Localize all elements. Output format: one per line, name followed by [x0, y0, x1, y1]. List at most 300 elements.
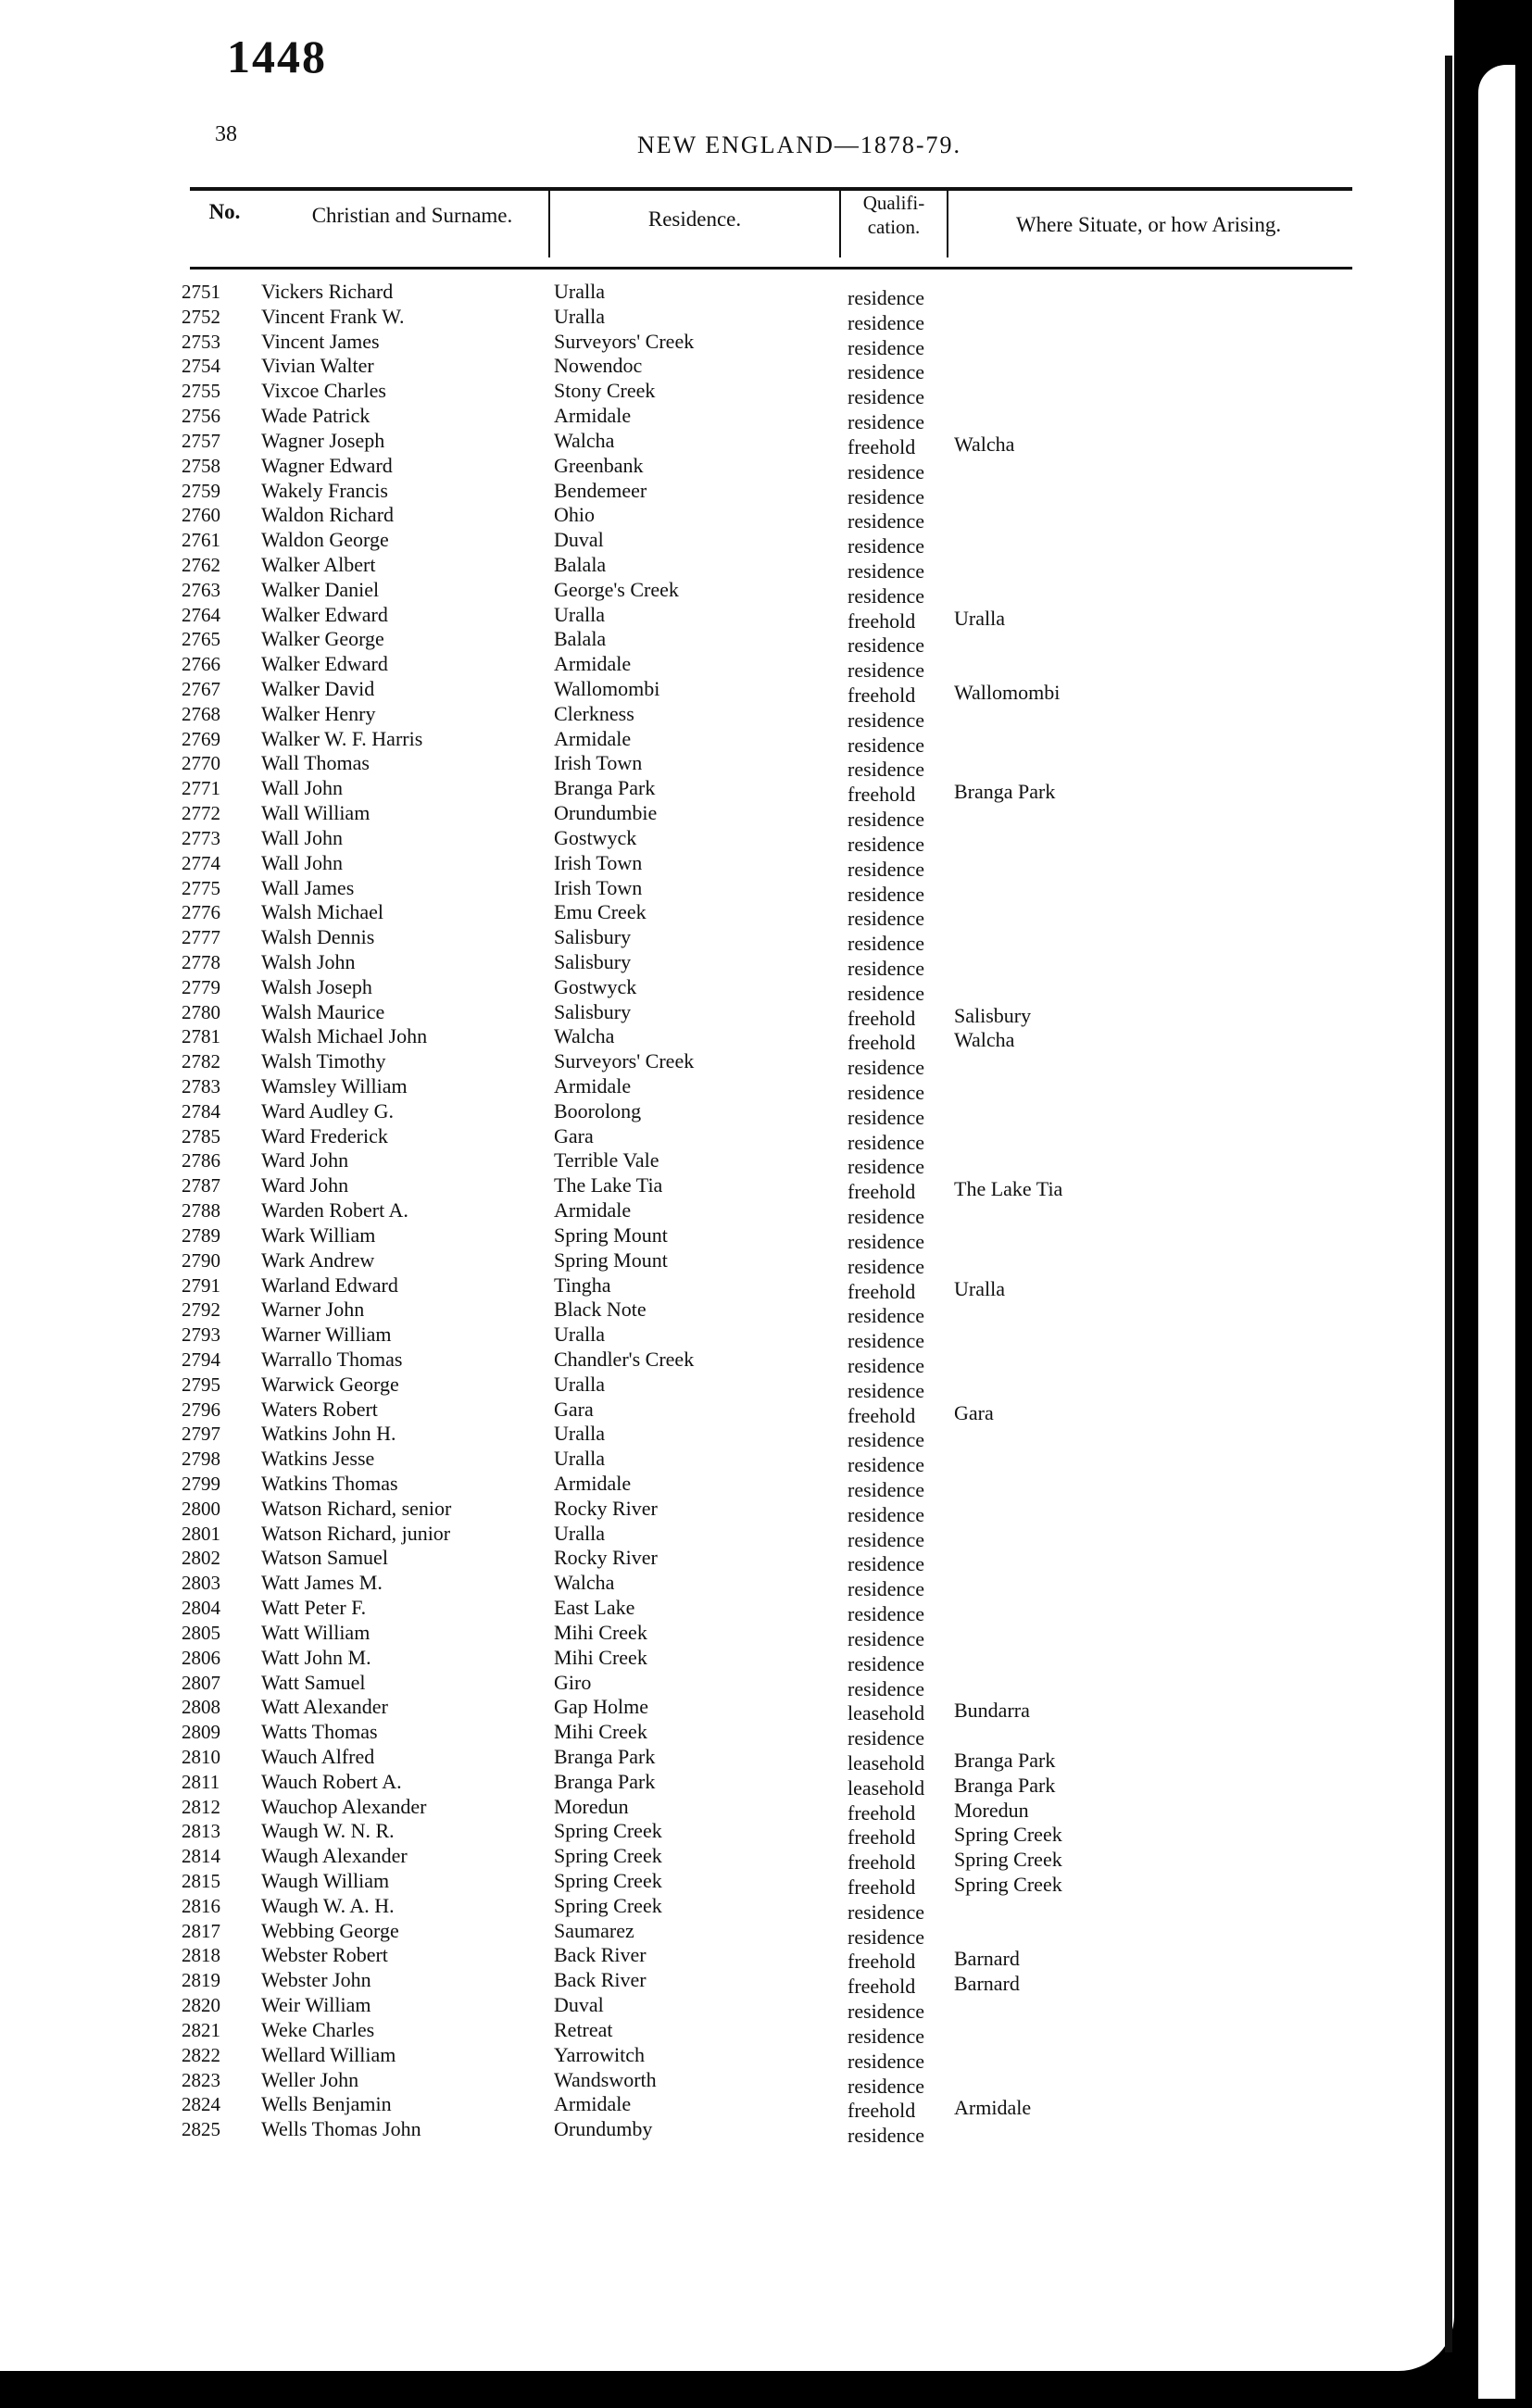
row-number: 2820 — [182, 1994, 220, 2017]
row-qualification: residence — [848, 1502, 925, 1526]
table-row — [0, 1024, 1445, 1055]
row-number: 2816 — [182, 1894, 220, 1917]
row-number: 2783 — [182, 1075, 220, 1097]
row-where: Bundarra — [954, 1699, 1030, 1723]
row-number: 2790 — [182, 1248, 220, 1272]
row-name: Wark Andrew — [261, 1248, 375, 1272]
row-number: 2819 — [182, 1969, 220, 1992]
row-name: Webbing George — [261, 1918, 399, 1942]
row-name: Waldon George — [261, 528, 389, 552]
row-where: Uralla — [954, 606, 1005, 630]
row-name: Walsh Joseph — [261, 974, 372, 998]
column-divider — [947, 191, 948, 257]
column-header-no: No. — [208, 200, 241, 223]
row-name: Watson Richard, junior — [261, 1521, 451, 1545]
table-row — [0, 1869, 1445, 1899]
table-row — [0, 1397, 1445, 1427]
table-row — [0, 1049, 1445, 1080]
row-qualification: residence — [848, 558, 925, 583]
row-number: 2811 — [182, 1770, 220, 1793]
row-residence: Uralla — [554, 1323, 605, 1347]
row-residence: Gara — [554, 1397, 594, 1421]
row-qualification: residence — [848, 1155, 925, 1179]
row-qualification: residence — [848, 2124, 925, 2148]
row-qualification: residence — [848, 1602, 925, 1626]
row-number: 2804 — [182, 1597, 220, 1620]
row-name: Watt Samuel — [261, 1670, 366, 1694]
row-qualification: residence — [848, 2024, 925, 2048]
row-where: Branga Park — [954, 1773, 1056, 1797]
row-number: 2776 — [182, 901, 220, 924]
row-number: 2808 — [182, 1696, 220, 1719]
row-where: Spring Creek — [954, 1848, 1062, 1872]
row-qualification: residence — [848, 286, 925, 309]
table-row — [0, 1472, 1445, 1501]
row-qualification: residence — [848, 1205, 925, 1229]
row-name: Walker Edward — [261, 652, 388, 676]
row-number: 2815 — [182, 1870, 220, 1892]
table-row — [0, 1372, 1445, 1402]
row-qualification: residence — [848, 484, 925, 508]
row-number: 2786 — [182, 1149, 220, 1173]
row-qualification: residence — [848, 733, 925, 757]
table-row — [0, 652, 1445, 683]
row-qualification: freehold — [848, 2099, 916, 2123]
table-row — [0, 949, 1445, 980]
table-row — [0, 925, 1445, 956]
row-where: Barnard — [954, 1972, 1020, 1996]
table-row — [0, 2092, 1445, 2123]
row-number: 2756 — [182, 405, 220, 428]
row-name: Wagner Edward — [261, 453, 393, 477]
row-residence: Armidale — [554, 1198, 632, 1223]
table-row — [0, 1596, 1445, 1626]
row-name: Warner John — [261, 1298, 365, 1322]
row-residence: Gostwyck — [554, 825, 637, 849]
row-name: Wall John — [261, 850, 344, 874]
row-number: 2784 — [182, 1099, 220, 1122]
table-row — [0, 825, 1445, 856]
row-name: Webster John — [261, 1968, 371, 1992]
row-number: 2789 — [182, 1223, 220, 1247]
row-residence: Armidale — [554, 726, 632, 750]
elector-table — [0, 280, 1445, 2148]
row-name: Vickers Richard — [261, 280, 394, 303]
row-residence: Greenbank — [554, 453, 644, 477]
row-residence: Giro — [554, 1670, 592, 1694]
row-residence: Gara — [554, 1123, 594, 1148]
row-number: 2800 — [182, 1497, 220, 1520]
table-row — [0, 1123, 1445, 1154]
row-number: 2807 — [182, 1671, 220, 1694]
table-row — [0, 1298, 1445, 1328]
row-name: Wakely Francis — [261, 478, 388, 502]
table-row — [0, 850, 1445, 881]
row-residence: Balala — [554, 627, 607, 651]
table-row — [0, 404, 1445, 434]
row-number: 2771 — [182, 777, 220, 800]
table-row — [0, 528, 1445, 558]
table-row — [0, 1273, 1445, 1303]
table-row — [0, 751, 1445, 782]
row-residence: Duval — [554, 528, 604, 552]
row-where: The Lake Tia — [954, 1177, 1063, 1201]
row-number: 2821 — [182, 2018, 220, 2041]
row-name: Watts Thomas — [261, 1720, 378, 1744]
row-qualification: residence — [848, 1478, 925, 1501]
row-number: 2764 — [182, 603, 220, 626]
running-head: NEW ENGLAND—1878-79. — [637, 132, 962, 158]
row-name: Walker Albert — [261, 552, 376, 576]
row-name: Vincent Frank W. — [261, 304, 405, 328]
row-residence: Mihi Creek — [554, 1720, 647, 1744]
row-residence: Moredun — [554, 1794, 629, 1818]
row-residence: Spring Creek — [554, 1893, 662, 1917]
row-qualification: residence — [848, 310, 925, 334]
row-where: Uralla — [954, 1276, 1005, 1300]
page-edge — [1445, 56, 1452, 2352]
row-number: 2752 — [182, 305, 220, 328]
table-row — [0, 1496, 1445, 1526]
row-qualification: residence — [848, 1353, 925, 1377]
row-qualification: residence — [848, 633, 925, 658]
row-qualification: residence — [848, 360, 925, 384]
row-where: Spring Creek — [954, 1823, 1062, 1847]
row-qualification: freehold — [848, 608, 916, 633]
table-row — [0, 701, 1445, 732]
row-where: Walcha — [954, 1028, 1015, 1052]
row-qualification: residence — [848, 1105, 925, 1129]
row-residence: Uralla — [554, 1422, 605, 1446]
row-qualification: residence — [848, 1651, 925, 1675]
row-residence: Walcha — [554, 428, 615, 452]
table-row — [0, 1645, 1445, 1675]
row-residence: Back River — [554, 1943, 647, 1967]
table-row — [0, 1968, 1445, 1999]
row-number: 2809 — [182, 1721, 220, 1744]
row-residence: Nowendoc — [554, 354, 643, 378]
row-name: Wauch Robert A. — [261, 1769, 402, 1793]
row-name: Watson Richard, senior — [261, 1496, 452, 1520]
row-residence: Spring Creek — [554, 1819, 662, 1843]
row-residence: Rocky River — [554, 1546, 658, 1570]
table-row — [0, 1844, 1445, 1875]
stamp-number: 1448 — [227, 31, 327, 82]
row-qualification: residence — [848, 410, 925, 434]
row-residence: Orundumbie — [554, 801, 658, 825]
row-number: 2796 — [182, 1398, 220, 1421]
row-residence: Irish Town — [554, 875, 643, 899]
row-number: 2773 — [182, 826, 220, 849]
row-residence: Armidale — [554, 404, 632, 428]
row-qualification: residence — [848, 459, 925, 483]
row-name: Warden Robert A. — [261, 1198, 408, 1223]
row-qualification: residence — [848, 832, 925, 856]
row-name: Vixcoe Charles — [261, 379, 386, 403]
table-row — [0, 1993, 1445, 2024]
row-where: Gara — [954, 1400, 994, 1424]
table-row — [0, 1918, 1445, 1949]
row-residence: Yarrowitch — [554, 2042, 645, 2066]
row-qualification: residence — [848, 857, 925, 881]
row-qualification: residence — [848, 1378, 925, 1402]
table-row — [0, 478, 1445, 508]
row-residence: Armidale — [554, 1472, 632, 1495]
table-row — [0, 974, 1445, 1005]
row-residence: Orundumby — [554, 2117, 653, 2141]
row-name: Ward Frederick — [261, 1123, 388, 1148]
table-row — [0, 776, 1445, 807]
row-qualification: residence — [848, 1527, 925, 1551]
row-number: 2795 — [182, 1373, 220, 1396]
row-name: Weke Charles — [261, 2017, 375, 2041]
row-residence: Surveyors' Creek — [554, 329, 695, 353]
row-residence: Uralla — [554, 1372, 605, 1396]
table-row — [0, 2067, 1445, 2098]
table-row — [0, 1794, 1445, 1825]
row-name: Walker Henry — [261, 701, 376, 725]
row-residence: East Lake — [554, 1596, 635, 1620]
row-name: Weir William — [261, 1993, 371, 2017]
row-qualification: residence — [848, 1130, 925, 1154]
row-qualification: residence — [848, 907, 925, 931]
row-name: Walsh John — [261, 949, 356, 973]
table-row — [0, 1248, 1445, 1278]
row-qualification: freehold — [848, 1180, 916, 1204]
row-name: Waters Robert — [261, 1397, 378, 1421]
row-residence: Chandler's Creek — [554, 1347, 695, 1371]
row-qualification: residence — [848, 1453, 925, 1477]
row-number: 2766 — [182, 653, 220, 676]
row-residence: Walcha — [554, 1024, 615, 1048]
table-row — [0, 379, 1445, 409]
row-number: 2806 — [182, 1646, 220, 1669]
row-number: 2774 — [182, 851, 220, 874]
row-name: Walker Daniel — [261, 577, 380, 601]
row-residence: Armidale — [554, 1074, 632, 1097]
row-qualification: residence — [848, 882, 925, 906]
row-residence: Salisbury — [554, 925, 632, 949]
page-number: 38 — [215, 122, 237, 146]
row-name: Watt Alexander — [261, 1695, 388, 1719]
row-name: Watkins John H. — [261, 1422, 396, 1446]
table-row — [0, 1223, 1445, 1253]
row-name: Wauchop Alexander — [261, 1794, 427, 1818]
row-qualification: residence — [848, 2049, 925, 2073]
row-qualification: freehold — [848, 1006, 916, 1030]
table-row — [0, 1447, 1445, 1477]
row-number: 2824 — [182, 2093, 220, 2116]
row-qualification: residence — [848, 1552, 925, 1576]
table-row — [0, 304, 1445, 334]
row-number: 2825 — [182, 2118, 220, 2141]
row-name: Walsh Timothy — [261, 1049, 386, 1073]
row-residence: Mihi Creek — [554, 1645, 647, 1669]
row-number: 2772 — [182, 802, 220, 825]
row-qualification: residence — [848, 981, 925, 1005]
table-row — [0, 1695, 1445, 1725]
row-number: 2775 — [182, 876, 220, 899]
row-name: Vivian Walter — [261, 354, 374, 378]
table-row — [0, 1546, 1445, 1576]
row-residence: Gostwyck — [554, 974, 637, 998]
row-number: 2755 — [182, 380, 220, 403]
row-name: Ward John — [261, 1148, 349, 1173]
row-residence: Salisbury — [554, 949, 632, 973]
row-qualification: residence — [848, 509, 925, 533]
row-where: Walcha — [954, 432, 1015, 456]
row-number: 2758 — [182, 454, 220, 477]
row-name: Watt James M. — [261, 1571, 383, 1595]
row-qualification: residence — [848, 1229, 925, 1253]
row-residence: Surveyors' Creek — [554, 1049, 695, 1073]
table-row — [0, 503, 1445, 533]
table-row — [0, 1620, 1445, 1650]
row-name: Watt William — [261, 1620, 370, 1644]
row-residence: Retreat — [554, 2017, 613, 2041]
row-number: 2801 — [182, 1522, 220, 1545]
row-name: Wells Benjamin — [261, 2092, 392, 2116]
row-name: Weller John — [261, 2067, 359, 2091]
row-name: Warrallo Thomas — [261, 1347, 403, 1371]
column-header-name: Christian and Surname. — [311, 204, 513, 227]
row-where: Spring Creek — [954, 1873, 1062, 1896]
row-name: Warland Edward — [261, 1273, 398, 1297]
table-row — [0, 1943, 1445, 1974]
table-row — [0, 453, 1445, 483]
row-qualification: residence — [848, 385, 925, 409]
row-qualification: freehold — [848, 1279, 916, 1303]
row-number: 2785 — [182, 1124, 220, 1148]
row-name: Waldon Richard — [261, 503, 395, 527]
row-qualification: freehold — [848, 1850, 916, 1875]
table-row — [0, 1198, 1445, 1229]
row-qualification: freehold — [848, 1031, 916, 1055]
row-qualification: freehold — [848, 1875, 916, 1899]
row-number: 2810 — [182, 1745, 220, 1768]
table-row — [0, 1347, 1445, 1377]
row-name: Watson Samuel — [261, 1546, 388, 1570]
row-qualification: residence — [848, 1254, 925, 1278]
table-row — [0, 602, 1445, 633]
row-name: Wark William — [261, 1223, 376, 1247]
column-divider — [548, 191, 550, 257]
row-residence: Back River — [554, 1968, 647, 1992]
row-name: Wellard William — [261, 2042, 396, 2066]
column-divider — [839, 191, 841, 257]
table-row — [0, 280, 1445, 309]
row-name: Vincent James — [261, 329, 380, 353]
row-residence: Branga Park — [554, 776, 656, 800]
row-qualification: freehold — [848, 1800, 916, 1825]
row-number: 2788 — [182, 1199, 220, 1223]
row-qualification: freehold — [848, 1825, 916, 1850]
table-row — [0, 2017, 1445, 2048]
table-row — [0, 1571, 1445, 1601]
table-row — [0, 2117, 1445, 2148]
row-name: Watt Peter F. — [261, 1596, 367, 1620]
column-header-residence: Residence. — [647, 207, 742, 231]
row-number: 2822 — [182, 2043, 220, 2066]
row-residence: Wallomombi — [554, 677, 660, 700]
row-residence: Wandsworth — [554, 2067, 657, 2091]
row-residence: Armidale — [554, 2092, 632, 2116]
table-row — [0, 1670, 1445, 1700]
row-number: 2761 — [182, 529, 220, 552]
row-qualification: residence — [848, 1626, 925, 1650]
row-number: 2768 — [182, 702, 220, 725]
adjacent-page-strip — [1478, 65, 1515, 2399]
row-name: Watkins Thomas — [261, 1472, 398, 1495]
row-residence: Gap Holme — [554, 1695, 649, 1719]
row-residence: Spring Creek — [554, 1869, 662, 1892]
row-name: Ward Audley G. — [261, 1098, 395, 1122]
row-residence: Uralla — [554, 280, 605, 303]
table-row — [0, 999, 1445, 1030]
row-number: 2780 — [182, 1000, 220, 1023]
table-row — [0, 1422, 1445, 1452]
table-row — [0, 1323, 1445, 1353]
row-name: Walker W. F. Harris — [261, 726, 423, 750]
row-qualification: residence — [848, 932, 925, 956]
row-number: 2823 — [182, 2068, 220, 2091]
row-name: Waugh W. A. H. — [261, 1893, 395, 1917]
row-qualification: residence — [848, 1329, 925, 1353]
table-row — [0, 552, 1445, 583]
row-where: Salisbury — [954, 1003, 1032, 1027]
row-qualification: residence — [848, 1304, 925, 1328]
header-rule-top — [190, 187, 1352, 191]
table-row — [0, 1098, 1445, 1129]
row-name: Watt John M. — [261, 1645, 371, 1669]
row-residence: Boorolong — [554, 1098, 642, 1122]
table-row — [0, 801, 1445, 832]
row-number: 2797 — [182, 1423, 220, 1446]
row-residence: Uralla — [554, 602, 605, 626]
row-where: Moredun — [954, 1798, 1029, 1822]
table-row — [0, 1769, 1445, 1800]
row-name: Warner William — [261, 1323, 392, 1347]
row-number: 2805 — [182, 1621, 220, 1644]
row-residence: George's Creek — [554, 577, 679, 601]
row-name: Walker David — [261, 677, 375, 700]
row-name: Wade Patrick — [261, 404, 370, 428]
row-residence: Stony Creek — [554, 379, 656, 403]
table-row — [0, 1720, 1445, 1750]
row-number: 2781 — [182, 1025, 220, 1048]
row-qualification: residence — [848, 708, 925, 732]
row-name: Walsh Maurice — [261, 999, 385, 1023]
row-residence: Armidale — [554, 652, 632, 676]
table-row — [0, 900, 1445, 931]
row-qualification: residence — [848, 1081, 925, 1104]
row-name: Wells Thomas John — [261, 2117, 421, 2141]
row-number: 2765 — [182, 628, 220, 651]
row-number: 2818 — [182, 1944, 220, 1967]
table-row — [0, 329, 1445, 359]
row-qualification: freehold — [848, 783, 916, 807]
row-qualification: residence — [848, 335, 925, 359]
row-number: 2753 — [182, 330, 220, 353]
row-residence: Saumarez — [554, 1918, 634, 1942]
row-residence: Emu Creek — [554, 900, 647, 924]
row-residence: Bendemeer — [554, 478, 647, 502]
row-number: 2799 — [182, 1473, 220, 1495]
row-qualification: freehold — [848, 684, 916, 707]
table-row — [0, 428, 1445, 458]
row-residence: Irish Town — [554, 751, 643, 775]
row-qualification: residence — [848, 2000, 925, 2024]
